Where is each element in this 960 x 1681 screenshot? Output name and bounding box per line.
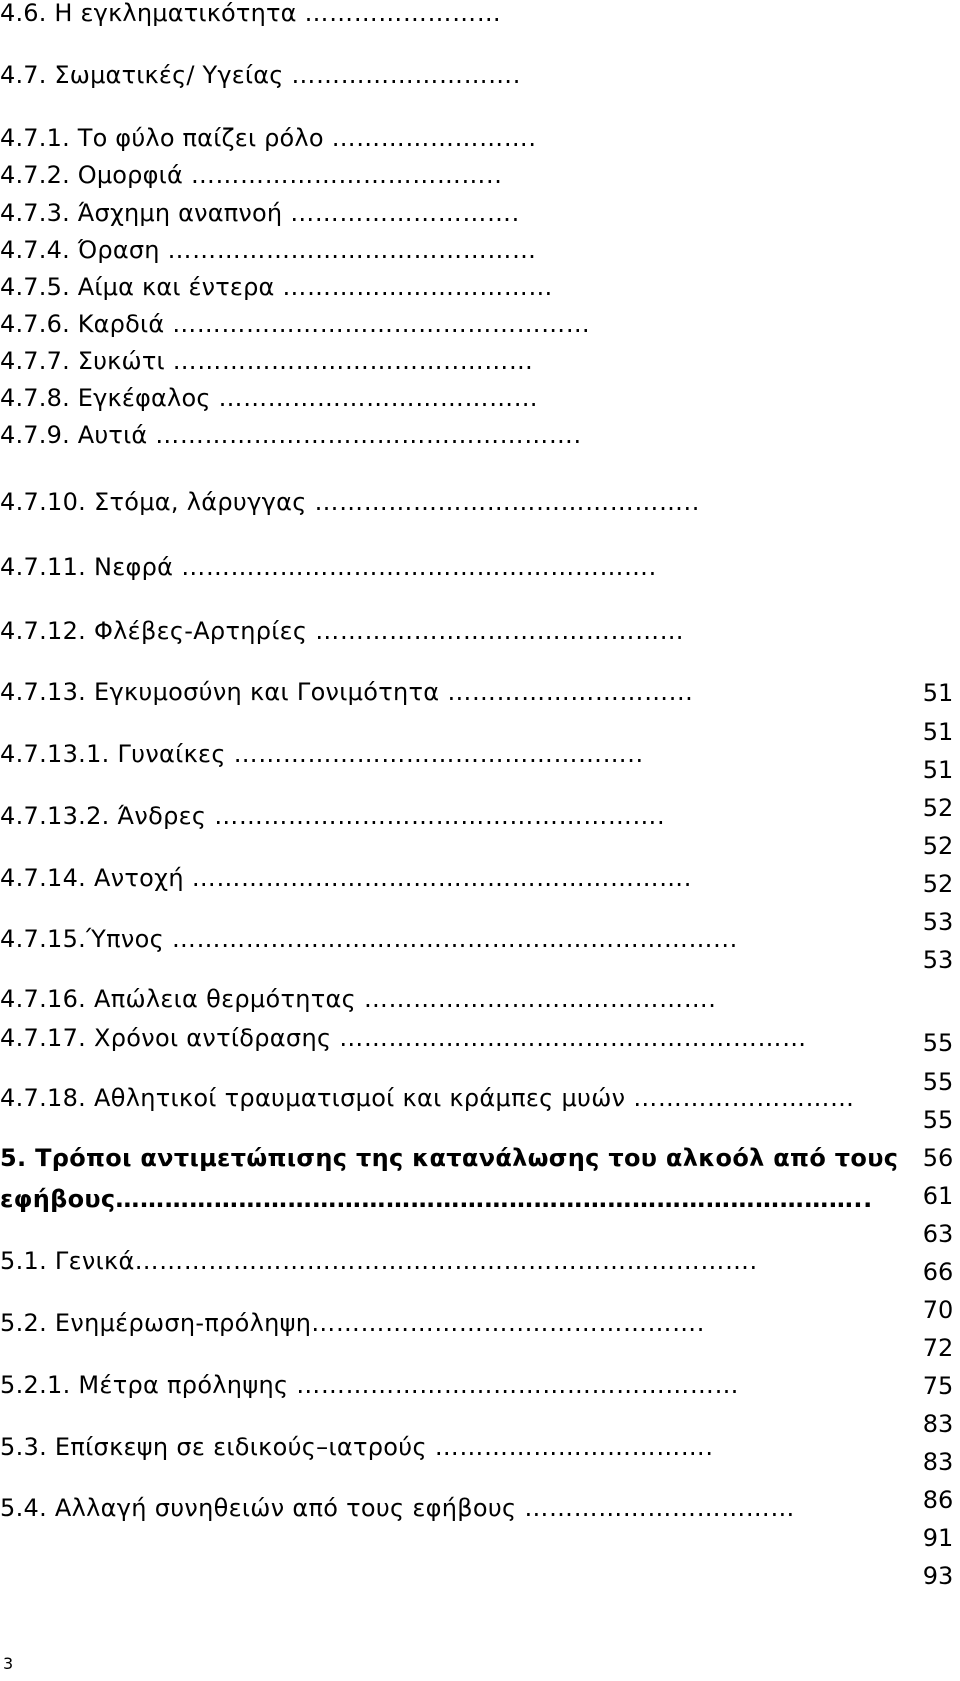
- page-number: 55: [922, 1068, 954, 1096]
- toc-entry: [0, 1371, 880, 1399]
- toc-chapter-entry: [0, 1185, 880, 1213]
- toc-entry: [0, 553, 880, 581]
- toc-entry-title: 4.7.14. Αντοχή: [0, 864, 184, 892]
- toc-entry-title: 5.3. Επίσκεψη σε ειδικούς–ιατρούς: [0, 1433, 427, 1461]
- toc-entry-title: 4.7.13.2. Άνδρες: [0, 802, 207, 830]
- dot-leader: …………………………………………..: [233, 740, 644, 768]
- toc-entry-title: 4.7.3. Άσχημη αναπνοή: [0, 199, 283, 227]
- dot-leader: ……………………..………………….: [311, 1309, 705, 1337]
- page-number: 51: [922, 756, 954, 784]
- toc-entry: [0, 985, 880, 1013]
- dot-leader: …………………………………………………………...: [171, 925, 738, 953]
- dot-leader: ………………………………………………….: [181, 553, 657, 581]
- page-number: 63: [922, 1220, 954, 1248]
- page-number: 51: [922, 718, 954, 746]
- page-number: 61: [922, 1182, 954, 1210]
- dot-leader: ……………………………………………….: [214, 802, 666, 830]
- page-number: 52: [922, 794, 954, 822]
- toc-entry: [0, 236, 880, 264]
- page-number: 52: [922, 832, 954, 860]
- dot-leader: ………………………………………………………………………………..: [115, 1185, 873, 1213]
- toc-entry: [0, 1309, 880, 1337]
- toc-entry: [0, 678, 880, 706]
- page-number: 51: [922, 679, 954, 707]
- dot-leader: …………………………………: [218, 384, 539, 412]
- toc-chapter-entry: [0, 1144, 899, 1172]
- dot-leader: ……………………….: [291, 61, 522, 89]
- toc-entry: [0, 1494, 880, 1522]
- dot-leader: ……………………………………………: [172, 310, 591, 338]
- toc-entry-title: 4.7.13. Εγκυμοσύνη και Γονιμότητα: [0, 678, 440, 706]
- dot-leader: ………………………...: [447, 678, 694, 706]
- toc-entry: [0, 421, 880, 449]
- toc-entry: [0, 1084, 880, 1112]
- toc-entry: [0, 1433, 880, 1461]
- toc-entry: [0, 617, 880, 645]
- dot-leader: ……………………: [304, 0, 502, 27]
- dot-leader: …………………………………………………….: [191, 864, 692, 892]
- page-number: 93: [922, 1562, 954, 1590]
- toc-entry: [0, 925, 880, 953]
- dot-leader: …………………………………………………: [339, 1024, 807, 1052]
- toc-entry-title: 4.6. Η εγκληματικότητα: [0, 0, 297, 27]
- toc-entry: [0, 161, 880, 189]
- toc-entry-title: 4.7.12. Φλέβες-Αρτηρίες: [0, 617, 308, 645]
- footer-page-number: 3: [3, 1654, 14, 1673]
- dot-leader: ……………………………: [282, 273, 554, 301]
- toc-entry-title: 4.7.6. Καρδιά: [0, 310, 165, 338]
- page-number: 75: [922, 1372, 954, 1400]
- page-number: 70: [922, 1296, 954, 1324]
- toc-entry: [0, 1247, 880, 1275]
- dot-leader: …………………………………….: [363, 985, 717, 1013]
- toc-entry-title: 4.7.17. Χρόνοι αντίδρασης: [0, 1024, 332, 1052]
- toc-entry: [0, 488, 880, 516]
- toc-entry-title: 4.7.16. Απώλεια θερμότητας: [0, 985, 356, 1013]
- toc-entry: [0, 310, 880, 338]
- toc-entry-title: 5.1. Γενικά: [0, 1247, 135, 1275]
- toc-chapter-title: 5. Τρόποι αντιμετώπισης της κατανάλωσης του αλκοόλ από τους: [0, 1144, 899, 1172]
- page-number: 66: [922, 1258, 954, 1286]
- toc-entry: [0, 273, 880, 301]
- page-number: 53: [922, 908, 954, 936]
- toc-entry: [0, 802, 880, 830]
- dot-leader: …………………………….: [434, 1433, 714, 1461]
- toc-entry: [0, 0, 880, 27]
- page-number: 91: [922, 1524, 954, 1552]
- page-number: 56: [922, 1144, 954, 1172]
- dot-leader: …………………….: [331, 124, 537, 152]
- toc-entry: [0, 124, 880, 152]
- page-number: 83: [922, 1410, 954, 1438]
- toc-entry-title: 4.7.18. Αθλητικοί τραυματισμοί και κράμπες μυών: [0, 1084, 626, 1112]
- toc-entry-title: 4.7.11. Νεφρά: [0, 553, 174, 581]
- toc-entry-title: 4.7.9. Αυτιά: [0, 421, 148, 449]
- toc-entry-title: 4.7.7. Συκώτι: [0, 347, 165, 375]
- toc-entry-title: 5.2. Ενημέρωση-πρόληψη: [0, 1309, 312, 1337]
- toc-chapter-title: εφήβους: [0, 1185, 116, 1213]
- toc-entry-title: 5.2.1. Μέτρα πρόληψης: [0, 1371, 289, 1399]
- toc-entry-title: 4.7.5. Αίμα και έντερα: [0, 273, 275, 301]
- page-number: 55: [922, 1106, 954, 1134]
- toc-entry-title: 5.4. Αλλαγή συνηθειών από τους εφήβους: [0, 1494, 517, 1522]
- page-number: 52: [922, 870, 954, 898]
- toc-entry-title: 4.7.13.1. Γυναίκες: [0, 740, 226, 768]
- toc-entry-title: 4.7. Σωματικές/ Υγείας: [0, 61, 284, 89]
- toc-entry-title: 4.7.1. Το φύλο παίζει ρόλο: [0, 124, 324, 152]
- dot-leader: ………………………: [633, 1084, 855, 1112]
- toc-entry: [0, 864, 880, 892]
- toc-entry: [0, 1024, 880, 1052]
- page-number: 86: [922, 1486, 954, 1514]
- page-number: 83: [922, 1448, 954, 1476]
- toc-entry-title: 4.7.8. Εγκέφαλος: [0, 384, 211, 412]
- dot-leader: ………………………………………..: [314, 488, 701, 516]
- dot-leader: ………………………………………………: [296, 1371, 740, 1399]
- dot-leader: …………………………………………….: [155, 421, 582, 449]
- toc-entry: [0, 384, 880, 412]
- toc-entry-title: 4.7.15.Ύπνος: [0, 925, 164, 953]
- toc-entry: [0, 347, 880, 375]
- dot-leader: ………………………………………………………………….: [134, 1247, 758, 1275]
- dot-leader: ……………………….: [290, 199, 520, 227]
- dot-leader: ………………………………..: [190, 161, 503, 189]
- toc-entry-title: 4.7.2. Ομορφιά: [0, 161, 183, 189]
- toc-entry: [0, 199, 880, 227]
- dot-leader: ………………………………………: [315, 617, 685, 645]
- page-number: 72: [922, 1334, 954, 1362]
- toc-entry-title: 4.7.4. Όραση: [0, 236, 160, 264]
- dot-leader: ……………………………: [524, 1494, 795, 1522]
- toc-entry: [0, 740, 880, 768]
- dot-leader: ………………………………………: [167, 236, 537, 264]
- page-number: 53: [922, 946, 954, 974]
- toc-entry: [0, 61, 880, 89]
- dot-leader: ……………………………..………: [172, 347, 534, 375]
- toc-entry-title: 4.7.10. Στόμα, λάρυγγας: [0, 488, 307, 516]
- page-number: 55: [922, 1029, 954, 1057]
